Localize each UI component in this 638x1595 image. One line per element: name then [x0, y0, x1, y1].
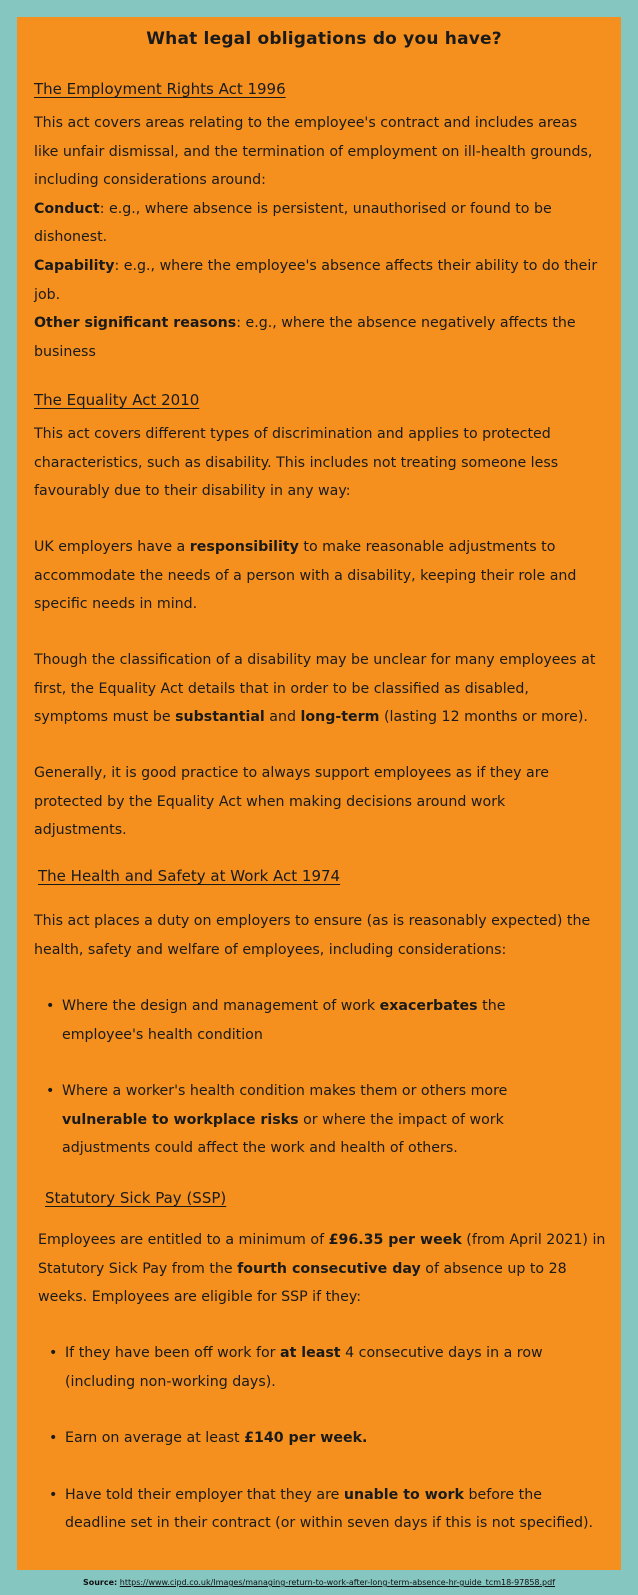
list-item: [37, 1424, 601, 1453]
text-span: to make reasonable adjustments to accommodate the needs of a person with a disability, keeping their role and specific needs in mind.: [34, 539, 577, 613]
text-span: of absence up to 28 weeks. Employees are eligible for SSP if they:: [38, 1260, 567, 1306]
equality-p3: [34, 646, 600, 732]
bold-span: fourth consecutive day: [237, 1260, 421, 1277]
text-span: Employees are entitled to a minimum of: [38, 1232, 329, 1248]
text-span: 4 consecutive days in a row (including non-working days).: [65, 1345, 543, 1390]
text-span: Have told their employer that they are: [65, 1486, 344, 1503]
text-span: Where a worker's health condition makes them or others more: [62, 1083, 508, 1100]
list-item: [37, 1339, 601, 1396]
bold-span: substantial: [175, 709, 265, 726]
bold-span: unable to work: [343, 1486, 464, 1503]
source-label: Source:: [82, 1578, 118, 1587]
text-span: If they have been off work for: [65, 1345, 280, 1361]
bold-span: long-term: [300, 709, 380, 726]
list-item: [34, 1077, 582, 1163]
hsw-intro: This act places a duty on employers to ensure (as is reasonably expected) the health, safety and welfare of employees, including considerations:: [34, 913, 591, 958]
list-item: [37, 1481, 601, 1538]
era-item-term: Conduct: [34, 200, 100, 217]
text-span: or where the impact of work adjustments could affect the work and health of others.: [62, 1111, 504, 1157]
equality-p4: Generally, it is good practice to always support employees as if they are protected by the Equality Act when making decisions around work adjustments.: [34, 765, 549, 839]
equality-heading: The Equality Act 2010: [34, 391, 200, 409]
source-footer: [0, 1578, 638, 1587]
era-intro: [34, 109, 600, 366]
ssp-intro: [38, 1226, 608, 1312]
source-link[interactable]: https://www.cipd.co.uk/Images/managing-return-to-work-after-long-term-absence-hr-guide_tcm18-97858.pdf: [119, 1578, 556, 1587]
hsw-heading: The Health and Safety at Work Act 1974: [38, 867, 341, 885]
era-item-text: : e.g., where absence is persistent, unauthorised or found to be dishonest.: [34, 200, 552, 246]
era-intro-text: This act covers areas relating to the employee's contract and includes areas like unfair dismissal, and the termination of employment on ill-health grounds, including considerations around:: [34, 115, 593, 189]
page-title: What legal obligations do you have?: [146, 29, 502, 49]
era-item-term: Capability: [34, 257, 115, 274]
bold-span: £140 per week.: [244, 1430, 368, 1447]
list-item: [34, 992, 582, 1049]
ssp-heading: Statutory Sick Pay (SSP): [45, 1189, 227, 1207]
text-span: the employee's health condition: [62, 998, 506, 1043]
content-panel: [17, 17, 621, 1570]
equality-p1: This act covers different types of discrimination and applies to protected characteristics, such as disability. This includes not treating someone less favourably due to their disability in any way:: [34, 426, 559, 500]
era-item-text: : e.g., where the absence negatively affects the business: [34, 315, 576, 360]
text-span: Earn on average at least: [65, 1430, 245, 1447]
era-item-text: : e.g., where the employee's absence affects their ability to do their job.: [34, 257, 598, 303]
text-span: Though the classification of a disability may be unclear for many employees at first, the Equality Act details that in order to be classified as disabled, symptoms must be: [34, 652, 596, 726]
text-span: before the deadline set in their contract (or within seven days if this is not specified).: [65, 1486, 594, 1532]
era-heading: The Employment Rights Act 1996: [34, 80, 286, 98]
bold-span: vulnerable to workplace risks: [62, 1111, 299, 1128]
text-span: and: [264, 709, 301, 726]
bold-span: exacerbates: [379, 998, 478, 1014]
ssp-bullets: [37, 1339, 601, 1538]
text-span: Where the design and management of work: [62, 998, 380, 1014]
bold-span: at least: [280, 1345, 341, 1361]
text-span: (lasting 12 months or more).: [379, 709, 588, 726]
era-item-term: Other significant reasons: [34, 315, 237, 332]
equality-p2: [34, 533, 600, 619]
text-span: UK employers have a: [34, 539, 190, 555]
hsw-bullets: [34, 992, 582, 1163]
text-span: (from April 2021) in Statutory Sick Pay from the: [38, 1232, 606, 1277]
bold-span: responsibility: [189, 539, 299, 555]
bold-span: £96.35 per week: [328, 1232, 462, 1248]
